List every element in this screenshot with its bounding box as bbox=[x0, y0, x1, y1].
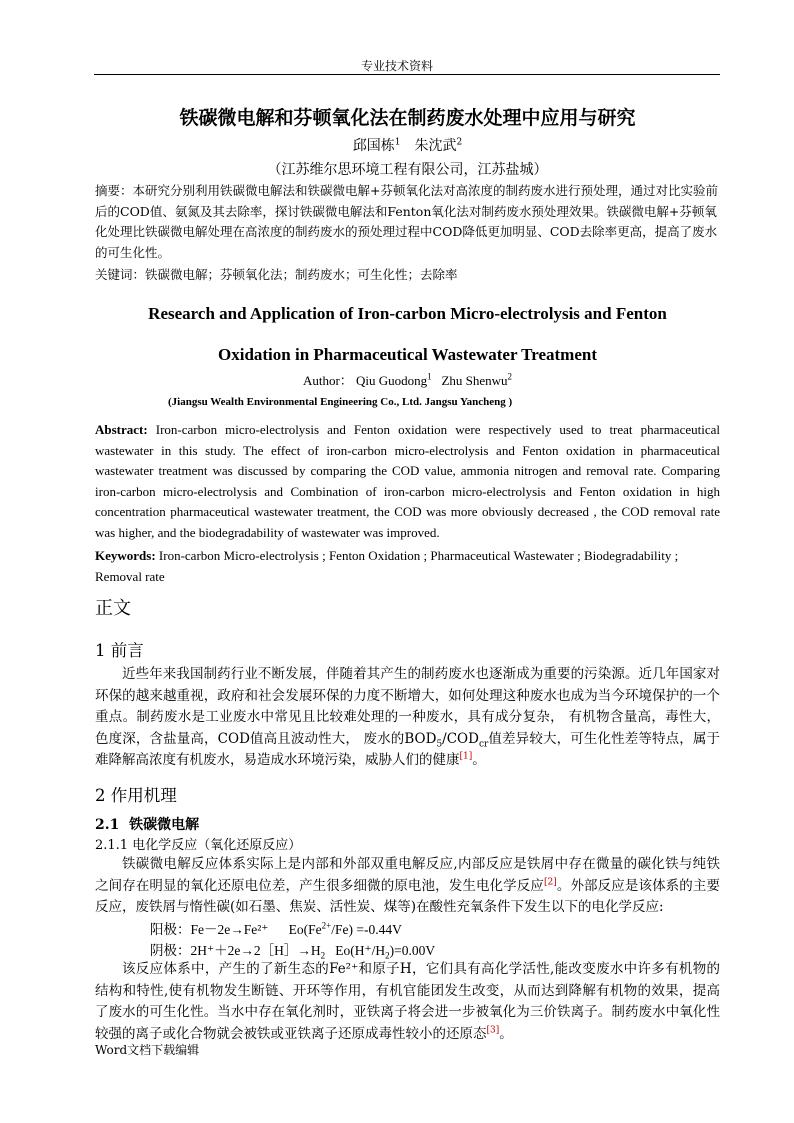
section-heading-1: 1 前言 bbox=[95, 641, 144, 660]
author-en-2: Zhu Shenwu bbox=[441, 373, 508, 388]
author-2: 朱沈武 bbox=[414, 138, 457, 154]
equation-cathode: 阴极：$2H^++2e\to 2[H]\to H_2$ $Eo(H^+/H_2)=0.00V$ bbox=[150, 943, 436, 961]
section-heading-2-1-1: 2.1.1 电化学反应（氧化还原反应） bbox=[95, 838, 302, 853]
abstract-cn-label: 摘要： bbox=[95, 183, 133, 198]
keywords-cn-label: 关键词： bbox=[95, 267, 146, 282]
paragraph-reaction: 该反应体系中，产生的了新生态的Fe²⁺和原子H，它们具有高化学活性,能改变废水中许多有机物的结构和特性,使有机物发生断链、开环等作用，有机官能团发生改变，从而达到降解有机物的效果，提高了废水的可生化性。当水中存在氧化剂时，亚铁离子将会进一步被氧化为三价铁离子。制药废水中氧化性较强的离子或化合物就会被铁或亚铁离子还原成毒性较小的还原态[3]。 bbox=[95, 961, 720, 1042]
authors-cn bbox=[95, 135, 720, 155]
author-1: 邱国栋 bbox=[352, 138, 395, 154]
section-heading-2: 2 作用机理 bbox=[95, 786, 177, 805]
affiliation-cn: （江苏维尔思环境工程有限公司，江苏盐城） bbox=[267, 162, 548, 178]
citation-1[interactable]: [1] bbox=[459, 751, 473, 762]
abstract-en-label: Abstract: bbox=[95, 422, 148, 437]
keywords-en bbox=[95, 545, 720, 587]
abstract-cn bbox=[95, 181, 720, 263]
author-en-1-sup: 1 bbox=[427, 371, 432, 382]
keywords-cn bbox=[95, 265, 720, 283]
author-1-sup: 1 bbox=[394, 137, 401, 148]
equation-anode: 阳极：Fe－2e→Fe²⁺ $Eo(Fe^{2+}/Fe) =-0.44V$ bbox=[150, 920, 402, 937]
title-cn: 铁碳微电解和芬顿氧化法在制药废水处理中应用与研究 bbox=[179, 107, 636, 129]
section-heading-2-1: 2.1 铁碳微电解 bbox=[95, 817, 200, 833]
citation-2[interactable]: [2] bbox=[543, 877, 557, 887]
author-2-sup: 2 bbox=[456, 137, 463, 148]
author-en-2-sup: 2 bbox=[507, 371, 513, 382]
paragraph-intro: 近些年来我国制药行业不断发展，伴随着其产生的制药废水也逐渐成为重要的污染源。近几年国家对环保的越来越重视，政府和社会发展环保的力度不断增大，如何处理这种废水也成为当今环境保护的一个重点。制药废水是工业废水中常见且比较难处理的一种废水，具有成分复杂， 有机物含量高，毒性大，色度深，含盐量高，COD值高且波动性大， 废水的$BOD_5/COD_{cr}$值差异较大，可生化性差等特点，属于难降解高浓度有机废水，易造成水环境污染，威胁人们的健康[1]。 bbox=[95, 666, 721, 768]
keywords-en-text: Iron-carbon Micro-electrolysis ; Fenton Oxidation ; Pharmaceutical Wastewater ; Biodegradability ; Removal rate bbox=[95, 548, 679, 584]
abstract-en-text: Iron-carbon micro-electrolysis and Fenton oxidation were respectively used to treat pharmaceutical wastewater in this study. The effect of iron-carbon micro-electrolysis and Fenton oxidation in pharmaceutical wastewater treatment was discussed by comparing the COD value, ammonia nitrogen and removal rate. Comparing iron-carbon micro-electrolysis and Combination of iron-carbon micro-electrolysis and Fenton oxidation in high concentration pharmaceutical wastewater treatment, the COD was more obviously decreased , the COD removal rate was higher, and the biodegradability of wastewater was improved. bbox=[95, 422, 720, 540]
title-en-line-1: Research and Application of Iron-carbon Micro-electrolysis and Fenton bbox=[148, 304, 667, 323]
citation-3[interactable]: [3] bbox=[486, 1025, 500, 1035]
section-heading-zhengwen: 正文 bbox=[95, 598, 131, 619]
page-footer: Word文档下载编辑 bbox=[95, 1043, 200, 1057]
keywords-en-label: Keywords: bbox=[95, 548, 156, 563]
author-en-1: Qiu Guodong bbox=[356, 373, 428, 388]
author-en bbox=[95, 370, 720, 389]
author-en-label: Author： bbox=[302, 373, 353, 388]
abstract-en bbox=[95, 420, 720, 544]
title-en bbox=[95, 293, 720, 375]
header-rule bbox=[94, 74, 720, 75]
page-header: 专业技术资料 bbox=[360, 59, 433, 73]
title-en-line-2: Oxidation in Pharmaceutical Wastewater Treatment bbox=[218, 345, 597, 364]
keywords-cn-text: 铁碳微电解；芬顿氧化法；制药废水；可生化性；去除率 bbox=[145, 267, 458, 282]
affiliation-en: (Jiangsu Wealth Environmental Engineering Co., Ltd. Jangsu Yancheng ) bbox=[168, 396, 513, 408]
abstract-cn-text: 本研究分别利用铁碳微电解法和铁碳微电解+芬顿氧化法对高浓度的制药废水进行预处理，通过对比实验前后的COD值、氨氮及其去除率，探讨铁碳微电解法和Fenton氧化法对制药废水预处理效果。铁碳微电解+芬顿氧化处理比铁碳微电解处理在高浓度的制药废水的预处理过程中COD降低更加明显、COD去除率更高，提高了废水的可生化性。 bbox=[95, 183, 718, 260]
paragraph-mechanism: 铁碳微电解反应体系实际上是内部和外部双重电解反应,内部反应是铁屑中存在微量的碳化铁与纯铁之间存在明显的氧化还原电位差，产生很多细微的原电池，发生电化学反应[2]。外部反应是该体系的主要反应，废铁屑与惰性碳(如石墨、焦炭、活性炭、煤等)在酸性充氧条件下发生以下的电化学反应: bbox=[95, 856, 721, 915]
